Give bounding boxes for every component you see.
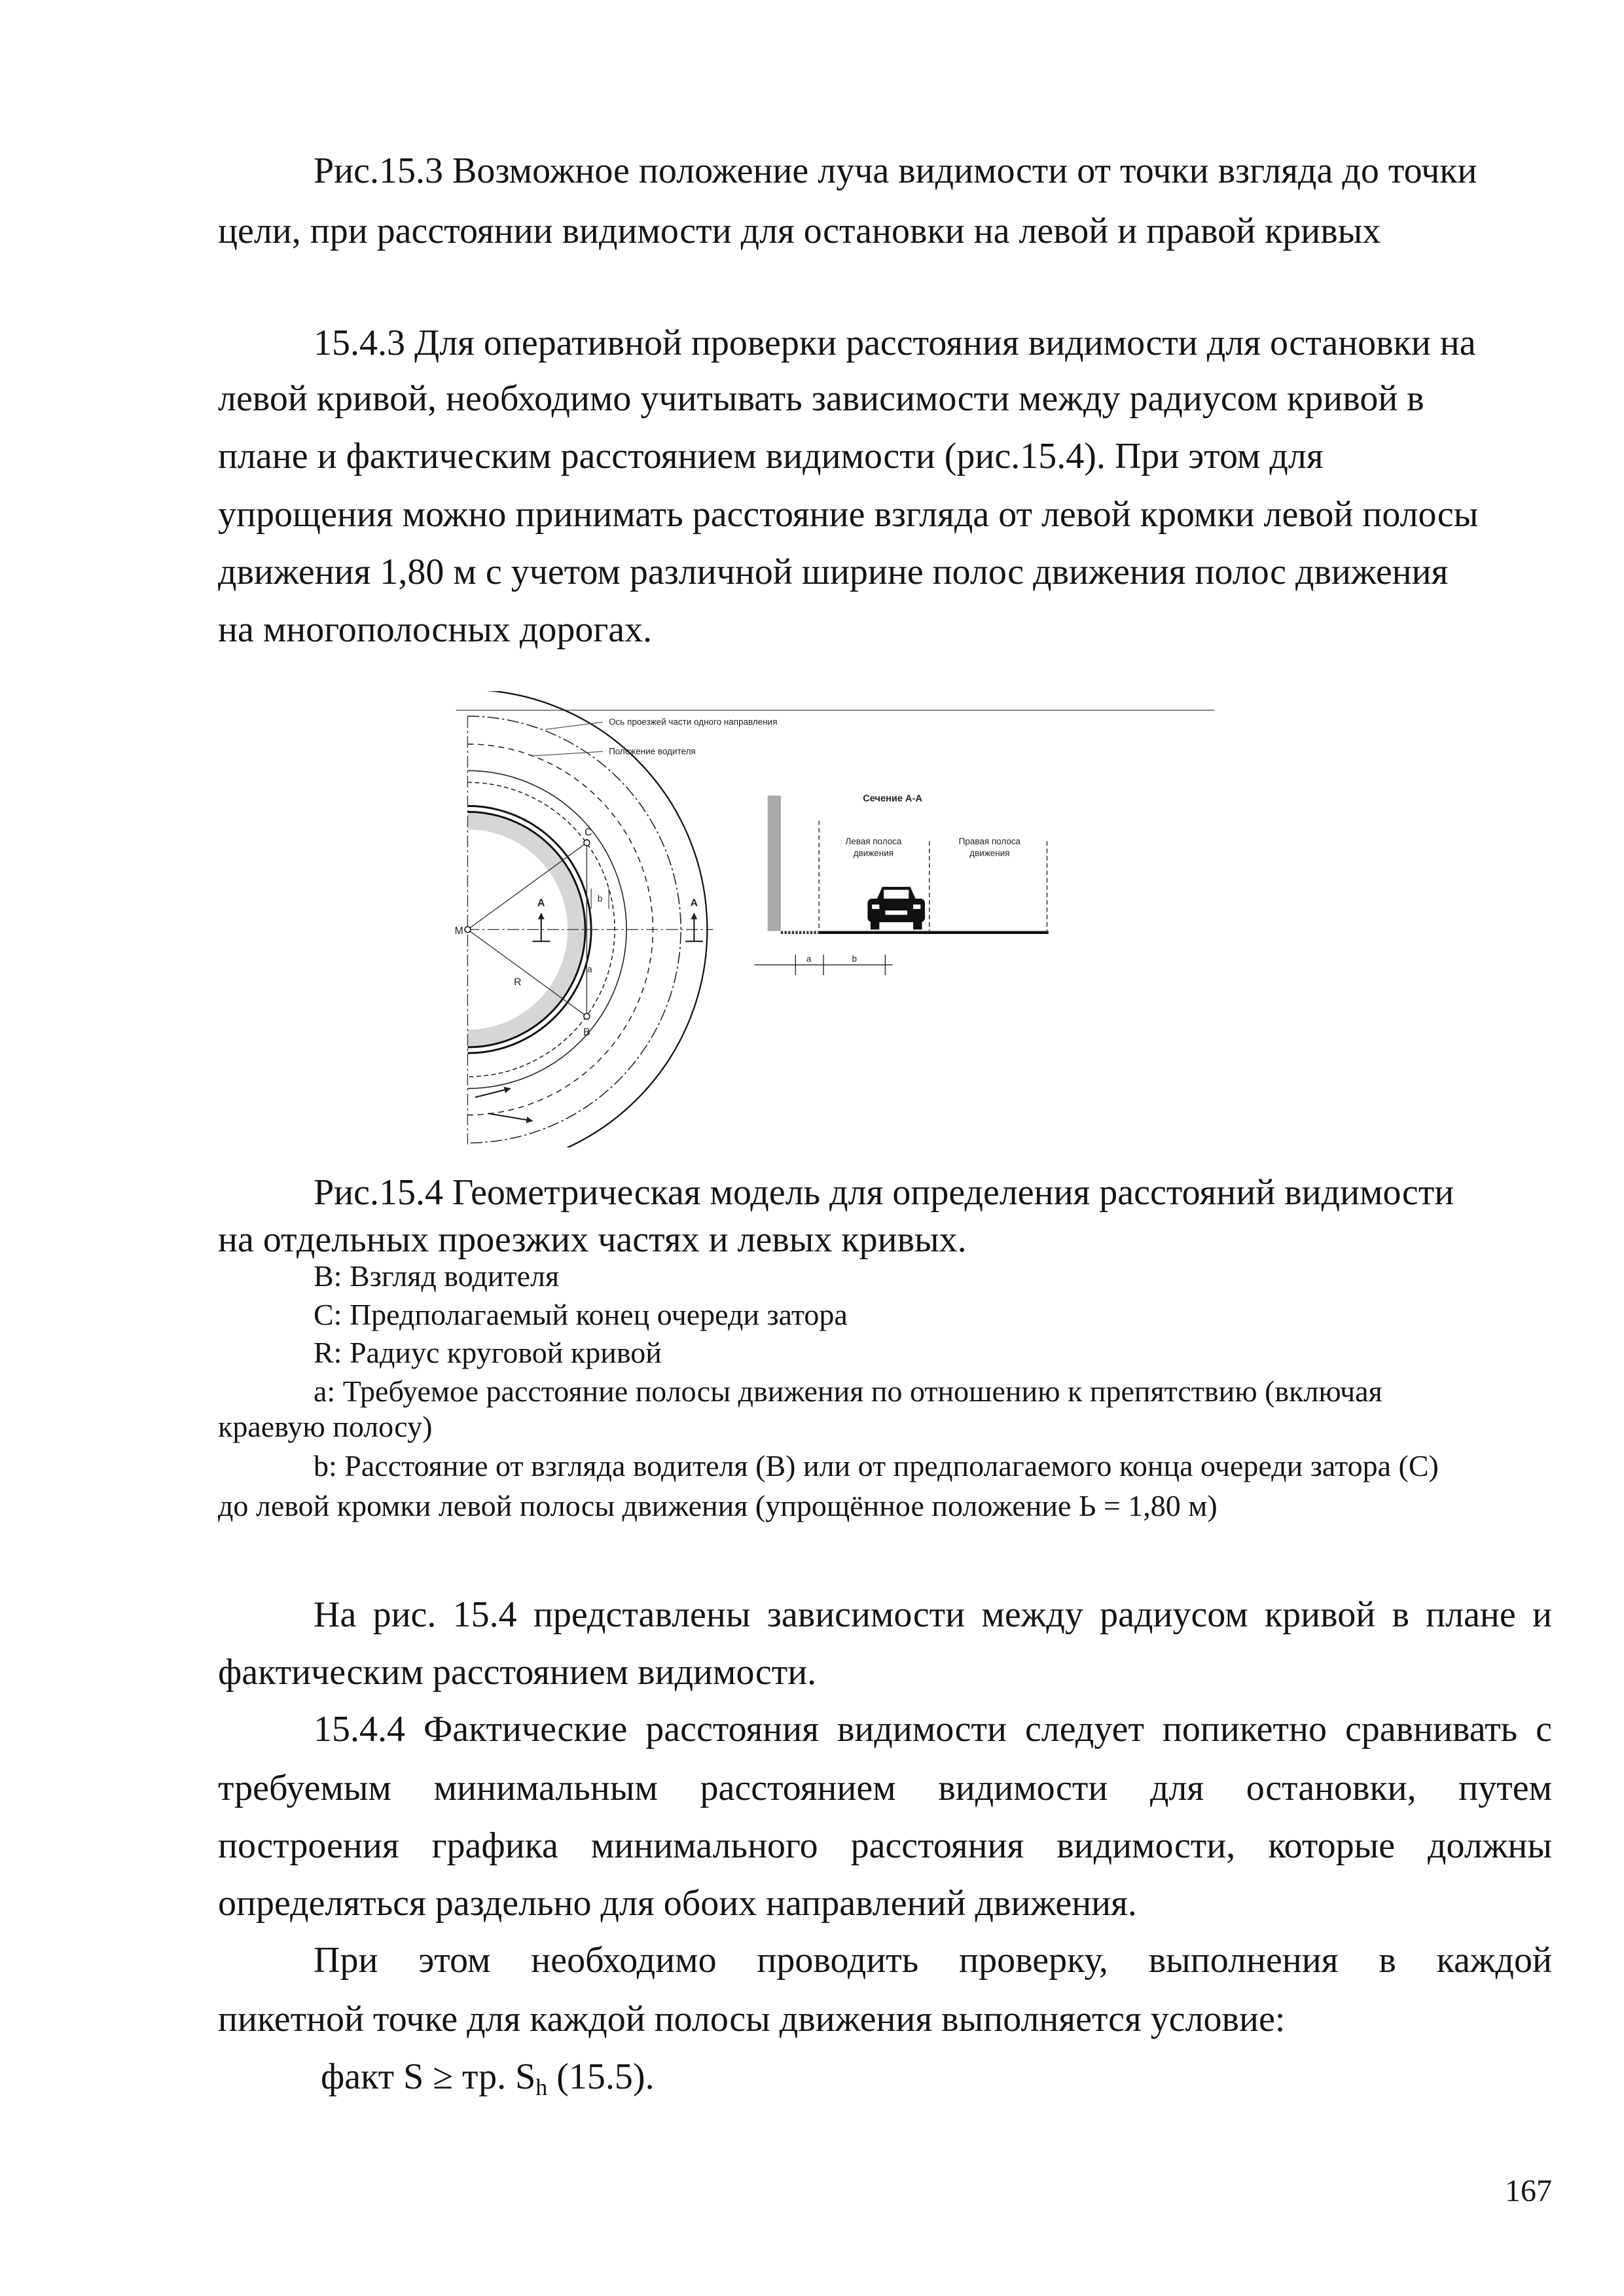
cross-section-view — [754, 794, 1048, 975]
right-lane-label: движения — [969, 848, 1010, 858]
legend-line: краевую полосу) — [218, 1410, 433, 1443]
left-lane-label: движения — [853, 848, 894, 858]
figure-caption-15-4-line: Рис.15.4 Геометрическая модель для определения расстояний видимости — [314, 1172, 1454, 1213]
direction-arrow-icon — [475, 1088, 511, 1097]
radius-label: R — [514, 977, 522, 988]
paragraph-15-4-4-line: определяться раздельно для обоих направлений движения. — [218, 1883, 1137, 1924]
legend-line: b: Расстояние от взгляда водителя (B) или от предполагаемого конца очереди затора (C) — [314, 1449, 1439, 1482]
a-dimension-label: a — [587, 964, 592, 975]
legend-line: B: Взгляд водителя — [314, 1259, 560, 1293]
legend-line: a: Требуемое расстояние полосы движения по отношению к препятствию (включая — [314, 1374, 1382, 1408]
legend-line: R: Радиус круговой кривой — [314, 1336, 662, 1369]
paragraph-15-4-3-line: на многополосных дорогах. — [218, 609, 653, 650]
formula-15-5 — [321, 2051, 655, 2103]
driver-position-label: Положение водителя — [609, 746, 696, 757]
paragraph-15-4-3-line: упрощения можно принимать расстояние взгляда от левой кромки левой полосы — [218, 494, 1479, 535]
figure-caption-15-4-line: на отдельных проезжих частях и левых кривых. — [218, 1219, 967, 1260]
paragraph-15-4-3-line: левой кривой, необходимо учитывать зависимости между радиусом кривой в — [218, 378, 1424, 419]
curve-plan-view — [455, 691, 778, 1147]
paragraph-15-4-4-line: 15.4.4 Фактические расстояния видимости следует попикетно сравнивать с — [314, 1709, 1552, 1749]
point-b-label: B — [583, 1027, 590, 1039]
b-dimension-label: b — [597, 893, 603, 904]
figure-15-4-diagram — [441, 691, 1235, 1147]
figure-caption-15-3-line: цели, при расстоянии видимости для остановки на левой и правой кривых — [218, 211, 1381, 251]
point-b-marker — [584, 1013, 590, 1019]
paragraph-line: При этом необходимо проводить проверку, выполнения в каждой — [314, 1940, 1552, 1981]
dimension-b-label: b — [852, 954, 857, 964]
paragraph-line: пикетной точке для каждой полосы движения выполняется условие: — [218, 1999, 1286, 2039]
paragraph-15-4-4-line: требуемым минимальным расстоянием видимости для остановки, путем — [218, 1768, 1552, 1808]
page-number: 167 — [1505, 2174, 1552, 2208]
center-point-marker — [465, 927, 471, 933]
left-lane-label: Левая полоса — [845, 836, 902, 846]
driver-label-leader — [532, 751, 603, 756]
section-arrow-right-label: A — [690, 897, 698, 909]
car-icon — [867, 887, 925, 929]
paragraph-line: фактическим расстоянием видимости. — [218, 1652, 817, 1693]
outer-edge-arc — [467, 691, 707, 1147]
direction-arrow-icon — [488, 1113, 532, 1121]
formula-subscript: h — [535, 2074, 548, 2100]
formula-number: (15.5). — [547, 2056, 655, 2097]
section-arrow-left-label: A — [537, 897, 545, 909]
legend-line: C: Предполагаемый конец очереди затора — [314, 1298, 848, 1331]
paragraph-15-4-3-line: движения 1,80 м с учетом различной ширине полос движения полос движения — [218, 552, 1449, 592]
formula-main: факт S ≥ тр. S — [321, 2056, 536, 2097]
figure-caption-15-3-line: Рис.15.3 Возможное положение луча видимости от точки взгляда до точки — [314, 151, 1477, 191]
paragraph-15-4-4-line: построения графика минимального расстояния видимости, которые должны — [218, 1825, 1552, 1866]
paragraph-15-4-3-line: 15.4.3 Для оперативной проверки расстояния видимости для остановки на — [314, 323, 1476, 363]
center-point-label: M — [454, 925, 463, 937]
obstacle-wall — [768, 796, 781, 931]
right-lane-label: Правая полоса — [958, 836, 1021, 846]
cross-section-title: Сечение А-А — [863, 793, 922, 804]
axis-label: Ось проезжей части одного направления — [609, 717, 778, 727]
paragraph-15-4-3-line: плане и фактическим расстоянием видимости (рис.15.4). При этом для — [218, 436, 1324, 476]
legend-line: до левой кромки левой полосы движения (упрощённое положение Ь = 1,80 м) — [218, 1489, 1218, 1522]
point-c-marker — [584, 840, 590, 846]
point-c-label: C — [584, 827, 592, 838]
dimension-a-label: a — [806, 954, 812, 964]
paragraph-line: На рис. 15.4 представлены зависимости между радиусом кривой в плане и — [314, 1594, 1552, 1635]
